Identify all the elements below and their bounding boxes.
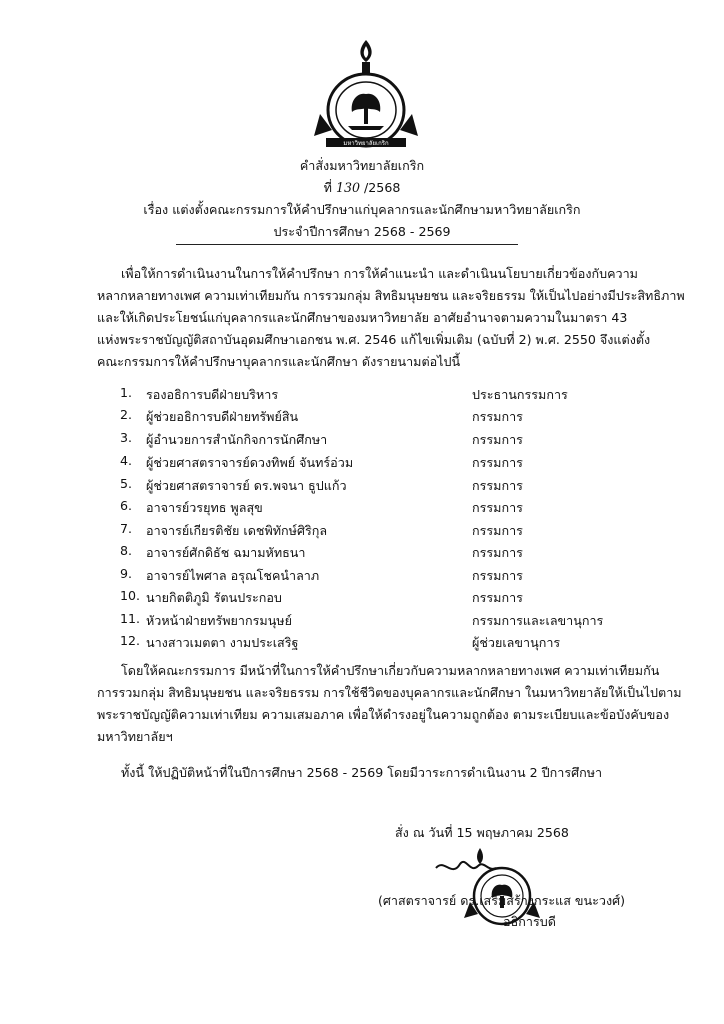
member-name: อาจารย์วรยุทธ พูลสุข	[146, 500, 263, 515]
order-number: 130	[335, 180, 361, 195]
member-number: 2.	[120, 407, 133, 422]
member-role: ประธานกรรมการ	[472, 387, 568, 402]
member-role: กรรมการ	[472, 409, 523, 424]
member-number: 5.	[120, 476, 133, 491]
member-number: 1.	[120, 385, 133, 400]
academic-year: ประจำปีการศึกษา 2568 - 2569	[273, 224, 451, 239]
member-name: อาจารย์ศักดิธัช ฉมามหัทธนา	[146, 545, 306, 560]
duty-line: มหาวิทยาลัยฯ	[97, 729, 173, 744]
member-number: 6.	[120, 498, 133, 513]
member-number: 12.	[120, 633, 141, 648]
order-title: คำสั่งมหาวิทยาลัยเกริก	[299, 158, 425, 173]
duty-line: การรวมกลุ่ม สิทธิมนุษยชน และจริยธรรม การใช้ชีวิตของบุคลากรและนักศึกษา ในมหาวิทยาลัยให้เป็นไปตาม	[97, 685, 682, 700]
member-name: อาจารย์ไพศาล อรุณโชคนำลาภ	[146, 568, 320, 583]
member-name: ผู้ช่วยอธิการบดีฝ่ายทรัพย์สิน	[146, 409, 299, 424]
member-role: ผู้ช่วยเลขานุการ	[472, 635, 561, 650]
intro-line: แห่งพระราชบัญญัติสถาบันอุดมศึกษาเอกชน พ.ศ. 2546 แก้ไขเพิ่มเติม (ฉบับที่ 2) พ.ศ. 2550 จึงแต่งตั้ง	[97, 332, 651, 347]
intro-line: คณะกรรมการให้คำปรึกษาบุคลากรและนักศึกษา ดังรายนามต่อไปนี้	[97, 354, 461, 369]
order-number-prefix: ที่	[323, 180, 332, 195]
duty-line: โดยให้คณะกรรมการ มีหน้าที่ในการให้คำปรึกษาเกี่ยวกับความหลากหลายทางเพศ ความเท่าเทียมกัน	[121, 663, 660, 678]
member-role: กรรมการ	[472, 500, 523, 515]
member-role: กรรมการ	[472, 455, 523, 470]
member-number: 10.	[120, 588, 141, 603]
duty-line: พระราชบัญญัติความเท่าเทียม ความเสมอภาค เพื่อให้ดำรงอยู่ในความถูกต้อง ตามระเบียบและข้อบังคับของ	[97, 707, 670, 722]
member-role: กรรมการและเลขานุการ	[472, 613, 604, 628]
signer-title: อธิการบดี	[503, 914, 556, 929]
member-name: ผู้อำนวยการสำนักกิจการนักศึกษา	[146, 432, 328, 447]
member-name: นางสาวเมตตา งามประเสริฐ	[146, 635, 299, 650]
intro-paragraph	[97, 263, 685, 373]
intro-line: หลากหลายทางเพศ ความเท่าเทียมกัน การรวมกลุ่ม สิทธิมนุษยชน และจริยธรรม ให้เป็นไปอย่างมีประสิทธิภาพ	[97, 288, 685, 303]
member-role: กรรมการ	[472, 590, 523, 605]
member-name: ผู้ช่วยศาสตราจารย์ ดร.พจนา ธูปแก้ว	[146, 478, 347, 493]
svg-text:มหาวิทยาลัยเกริก: มหาวิทยาลัยเกริก	[343, 140, 389, 147]
member-number: 9.	[120, 566, 133, 581]
member-role: กรรมการ	[472, 523, 523, 538]
university-seal-logo	[312, 38, 420, 156]
order-date: สั่ง ณ วันที่ 15 พฤษภาคม 2568	[395, 825, 569, 840]
member-number: 4.	[120, 453, 133, 468]
order-subject: เรื่อง แต่งตั้งคณะกรรมการให้คำปรึกษาแก่บุคลากรและนักศึกษามหาวิทยาลัยเกริก	[143, 202, 581, 217]
member-role: กรรมการ	[472, 478, 523, 493]
member-number: 3.	[120, 430, 133, 445]
duties-paragraph	[97, 660, 682, 748]
member-name: นายกิตติภูมิ รัตนประกอบ	[146, 590, 282, 605]
member-role: กรรมการ	[472, 568, 523, 583]
term-statement: ทั้งนี้ ให้ปฏิบัติหน้าที่ในปีการศึกษา 2568 - 2569 โดยมีวาระการดำเนินงาน 2 ปีการศึกษา	[121, 765, 603, 780]
member-number: 8.	[120, 543, 133, 558]
member-name: หัวหน้าฝ่ายทรัพยากรมนุษย์	[146, 613, 292, 628]
member-role: กรรมการ	[472, 432, 523, 447]
header-divider	[176, 244, 518, 245]
signer-name: (ศาสตราจารย์ ดร.เสริมสร้างกระแส ขนะวงศ์)	[378, 893, 626, 908]
member-name: อาจารย์เกียรติชัย เดชพิทักษ์ศิริกุล	[146, 523, 328, 538]
order-number-line	[0, 178, 724, 198]
member-number: 11.	[120, 611, 141, 626]
member-role: กรรมการ	[472, 545, 523, 560]
intro-line: และให้เกิดประโยชน์แก่บุคลากรและนักศึกษาของมหาวิทยาลัย อาศัยอำนาจตามความในมาตรา 43	[97, 310, 628, 325]
intro-line: เพื่อให้การดำเนินงานในการให้คำปรึกษา การให้คำแนะนำ และดำเนินนโยบายเกี่ยวข้องกับความ	[121, 266, 638, 281]
member-name: ผู้ช่วยศาสตราจารย์ดวงทิพย์ จันทร์อ่วม	[146, 455, 354, 470]
order-number-suffix: /2568	[364, 180, 401, 195]
member-name: รองอธิการบดีฝ่ายบริหาร	[146, 387, 279, 402]
member-number: 7.	[120, 521, 133, 536]
